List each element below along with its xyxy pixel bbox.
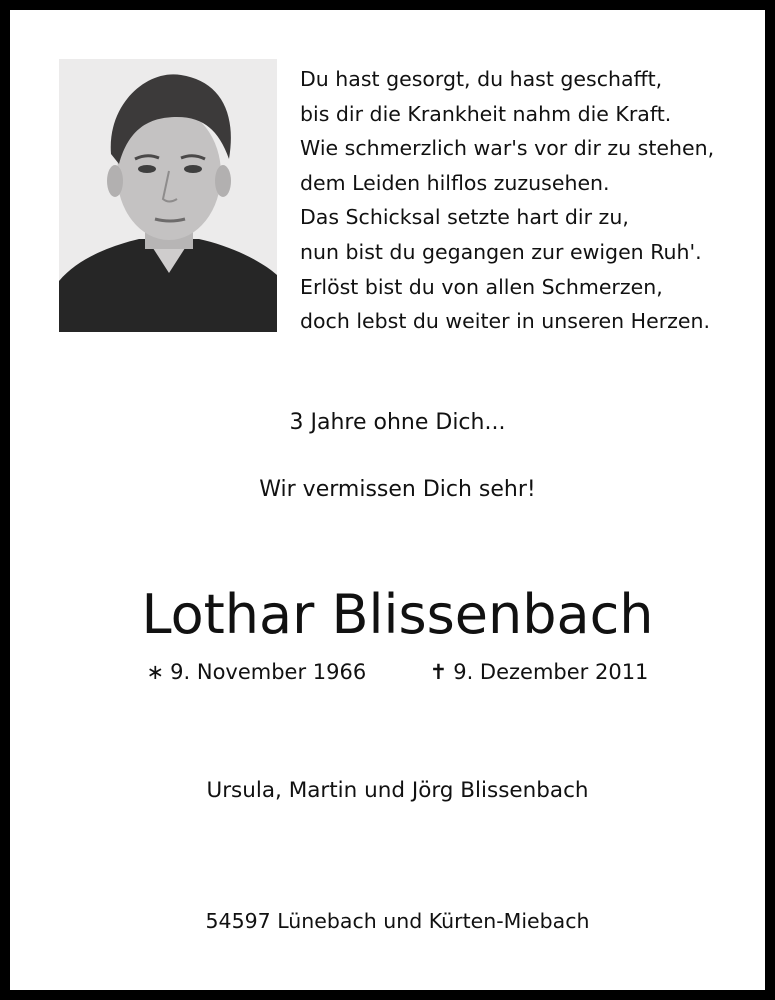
portrait-image xyxy=(59,59,277,332)
poem-line: bis dir die Krankheit nahm die Kraft. xyxy=(300,101,672,126)
birth-date: 9. November 1966 xyxy=(170,660,367,684)
deceased-name: Lothar Blissenbach xyxy=(141,583,654,646)
remembrance-message: Wir vermissen Dich sehr! xyxy=(259,477,536,502)
death-cross-icon: ✝ xyxy=(429,660,448,684)
poem-line: doch lebst du weiter in unseren Herzen. xyxy=(300,309,710,334)
death-date: 9. Dezember 2011 xyxy=(453,660,649,684)
poem-line: Erlöst bist du von allen Schmerzen, xyxy=(300,274,663,299)
poem-line: Du hast gesorgt, du hast geschafft, xyxy=(300,67,663,91)
birth-star-icon: ∗ xyxy=(146,660,165,684)
poem-line: dem Leiden hilflos zuzusehen. xyxy=(300,170,610,195)
poem-line: nun bist du gegangen zur ewigen Ruh'. xyxy=(300,239,702,264)
family-names: Ursula, Martin und Jörg Blissenbach xyxy=(206,778,589,803)
place-line: 54597 Lünebach und Kürten-Miebach xyxy=(205,909,590,933)
portrait-photo xyxy=(59,59,277,332)
poem xyxy=(300,62,714,339)
poem-line: Das Schicksal setzte hart dir zu, xyxy=(300,205,629,230)
life-dates xyxy=(10,660,775,684)
remembrance-years: 3 Jahre ohne Dich... xyxy=(289,410,506,435)
poem-line: Wie schmerzlich war's vor dir zu stehen, xyxy=(300,136,715,161)
